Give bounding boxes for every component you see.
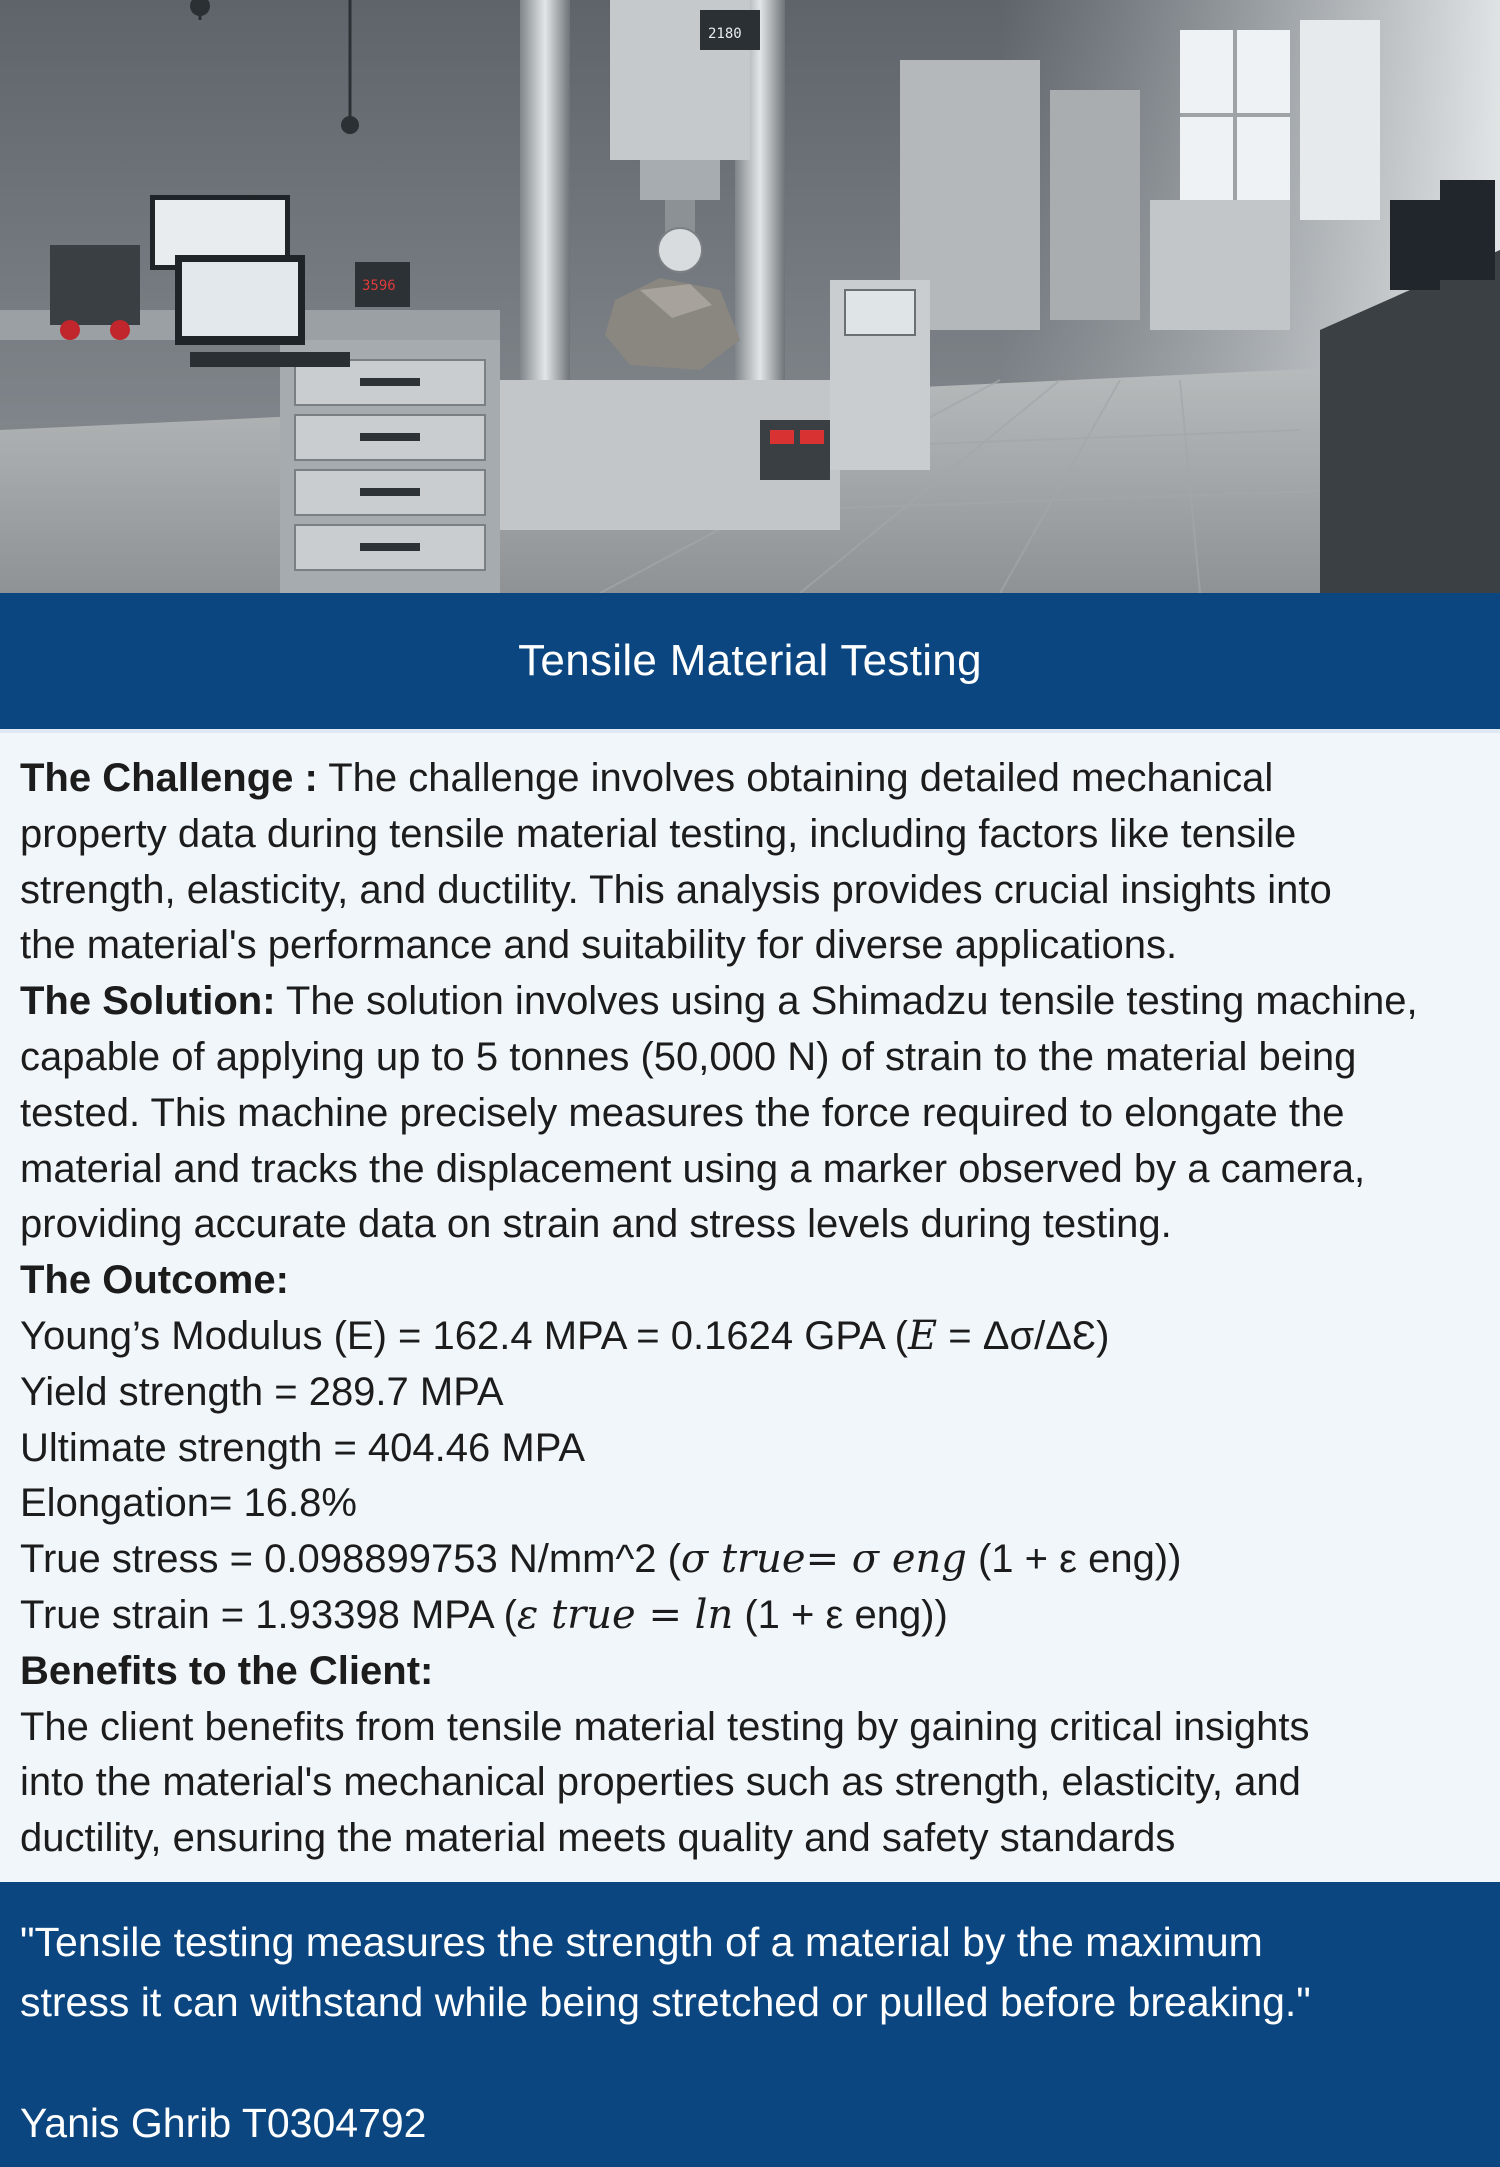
true-strain-end: (1 + ε eng)) xyxy=(733,1592,948,1637)
panel-display: 3596 xyxy=(362,278,396,294)
ultimate-strength: Ultimate strength = 404.46 MPA xyxy=(20,1425,586,1470)
case-study-body xyxy=(0,733,1500,1882)
solution-text-1: The solution involves using a Shimadzu tensile testing machine, xyxy=(275,979,1418,1024)
true-strain xyxy=(20,1588,1480,1644)
solution-text-5: providing accurate data on strain and stress levels during testing. xyxy=(20,1202,1172,1247)
solution-label: The Solution: xyxy=(20,979,276,1024)
elongation: Elongation= 16.8% xyxy=(20,1481,357,1526)
outcome-label: The Outcome: xyxy=(20,1258,289,1303)
benefits-text-2: into the material's mechanical properties such as strength, elasticity, and xyxy=(20,1760,1301,1805)
youngs-text: Young’s Modulus (E) = 162.4 MPA = 0.1624 GPA ( xyxy=(20,1313,908,1358)
quote-line-2: stress it can withstand while being stretched or pulled before breaking." xyxy=(20,1979,1311,2025)
author-credit: Yanis Ghrib T0304792 xyxy=(20,2100,427,2146)
challenge-line-1 xyxy=(20,751,1480,807)
true-stress-end: (1 + ε eng)) xyxy=(966,1537,1182,1582)
yield-strength: Yield strength = 289.7 MPA xyxy=(20,1369,504,1414)
challenge-text-2: property data during tensile material testing, including factors like tensile xyxy=(20,811,1297,856)
challenge-text-4: the material's performance and suitability for diverse applications. xyxy=(20,923,1178,968)
benefits-label: Benefits to the Client: xyxy=(20,1648,434,1693)
true-strain-formula: ε true = ln xyxy=(516,1591,734,1638)
quote-line-1: "Tensile testing measures the strength of a material by the maximum xyxy=(20,1919,1263,1965)
solution-text-3: tested. This machine precisely measures the force required to elongate the xyxy=(20,1090,1345,1135)
solution-text-4: material and tracks the displacement using a marker observed by a camera, xyxy=(20,1146,1366,1191)
challenge-text-1: The challenge involves obtaining detailed mechanical xyxy=(317,756,1274,800)
youngs-formula: = Δσ/ΔƐ) xyxy=(937,1313,1110,1358)
laboratory-photo xyxy=(0,0,1500,593)
solution-line-1 xyxy=(20,974,1480,1030)
challenge-text-3: strength, elasticity, and ductility. This analysis provides crucial insights into xyxy=(20,867,1332,912)
solution-text-2: capable of applying up to 5 tonnes (50,000 N) of strain to the material being xyxy=(20,1034,1357,1079)
true-stress-text: True stress = 0.098899753 N/mm^2 ( xyxy=(20,1537,681,1582)
true-strain-text: True strain = 1.93398 MPA ( xyxy=(20,1592,517,1637)
true-stress xyxy=(20,1532,1480,1588)
title-bar xyxy=(0,593,1500,733)
true-stress-formula: σ true= σ eng xyxy=(680,1536,967,1583)
challenge-label: The Challenge : xyxy=(20,756,318,800)
benefits-text-1: The client benefits from tensile material testing by gaining critical insights xyxy=(20,1704,1310,1749)
youngs-modulus xyxy=(20,1309,1480,1365)
quote-footer xyxy=(0,1882,1500,2167)
benefits-text-3: ductility, ensuring the material meets quality and safety standards xyxy=(20,1816,1176,1861)
youngs-variable: E xyxy=(907,1312,938,1359)
machine-display: 2180 xyxy=(708,26,742,42)
page-title: Tensile Material Testing xyxy=(518,636,982,685)
